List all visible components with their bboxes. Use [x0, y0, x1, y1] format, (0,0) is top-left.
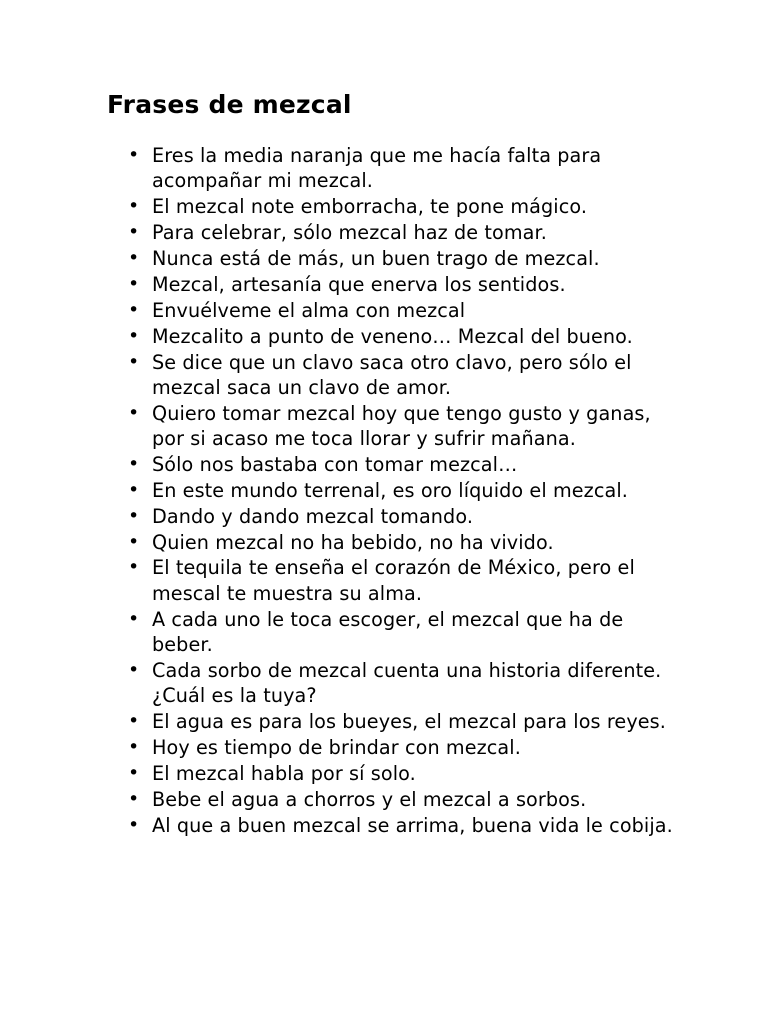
list-item — [0, 220, 768, 245]
list-item-text: El agua es para los bueyes, el mezcal para los reyes. — [152, 710, 666, 734]
list-item-text: Eres la media naranja que me hacía falta para acompañar mi mezcal. — [152, 144, 602, 193]
list-item — [0, 324, 768, 349]
list-item-text: El tequila te enseña el corazón de México, pero el mescal te muestra su alma. — [152, 556, 635, 605]
list-item — [0, 658, 768, 709]
list-item-text: Sólo nos bastaba con tomar mezcal… — [152, 452, 518, 476]
bullet-icon: • — [128, 530, 140, 553]
list-item — [0, 555, 768, 606]
bullet-icon: • — [128, 607, 140, 630]
bullet-icon: • — [128, 195, 140, 218]
list-item — [0, 530, 768, 555]
list-item-text: Cada sorbo de mezcal cuenta una historia diferente. ¿Cuál es la tuya? — [152, 658, 662, 708]
list-item-text: Dando y dando mezcal tomando. — [152, 504, 474, 528]
list-item — [0, 272, 768, 297]
bullet-icon: • — [128, 658, 140, 681]
bullet-icon: • — [128, 735, 140, 758]
page-title: Frases de mezcal — [107, 90, 352, 119]
list-item-text: A cada uno le toca escoger, el mezcal que ha de beber. — [152, 607, 624, 656]
bullet-icon: • — [128, 813, 140, 836]
bullet-icon: • — [128, 787, 140, 810]
list-item-text: Se dice que un clavo saca otro clavo, pero sólo el mezcal saca un clavo de amor. — [152, 350, 632, 399]
list-item-text: Mezcal, artesanía que enerva los sentidos. — [152, 272, 566, 296]
bullet-icon: • — [128, 144, 140, 166]
list-item — [0, 735, 768, 760]
bullet-icon: • — [128, 504, 140, 527]
list-item — [0, 813, 768, 838]
list-item-text: Nunca está de más, un buen trago de mezcal. — [152, 246, 600, 270]
bullet-icon: • — [128, 221, 140, 244]
bullet-icon: • — [128, 298, 140, 321]
list-item-text: Bebe el agua a chorros y el mezcal a sorbos. — [152, 787, 587, 811]
list-item — [0, 478, 768, 503]
list-item-text: Quien mezcal no ha bebido, no ha vivido. — [152, 530, 554, 554]
list-item — [0, 298, 768, 323]
list-item-text: Para celebrar, sólo mezcal haz de tomar. — [152, 221, 547, 245]
list-item-text: El mezcal habla por sí solo. — [152, 761, 416, 785]
bullet-icon: • — [128, 452, 140, 475]
list-item — [0, 787, 768, 812]
list-item-text: En este mundo terrenal, es oro líquido el mezcal. — [152, 478, 628, 502]
list-item — [0, 504, 768, 529]
list-item — [0, 709, 768, 734]
bullet-icon: • — [128, 710, 140, 733]
bullet-icon: • — [128, 272, 140, 295]
list-item — [0, 452, 768, 477]
phrase-list — [0, 143, 768, 838]
list-item — [0, 401, 768, 452]
bullet-icon: • — [128, 350, 140, 373]
list-item-text: Hoy es tiempo de brindar con mezcal. — [152, 735, 521, 759]
bullet-icon: • — [128, 246, 140, 269]
list-item — [0, 607, 768, 658]
list-item-text: Envuélveme el alma con mezcal — [152, 298, 466, 322]
list-item-text: Mezcalito a punto de veneno… Mezcal del bueno. — [152, 324, 633, 348]
bullet-icon: • — [128, 324, 140, 347]
list-item-text: Quiero tomar mezcal hoy que tengo gusto y ganas, por si acaso me toca llorar y sufrir mañana. — [152, 401, 651, 451]
list-item — [0, 143, 768, 194]
list-item — [0, 761, 768, 786]
list-item — [0, 246, 768, 271]
list-item-text: El mezcal note emborracha, te pone mágico. — [152, 195, 588, 219]
bullet-icon: • — [128, 478, 140, 501]
list-item — [0, 350, 768, 401]
bullet-icon: • — [128, 556, 140, 579]
bullet-icon: • — [128, 761, 140, 784]
bullet-icon: • — [128, 401, 140, 424]
list-item-text: Al que a buen mezcal se arrima, buena vida le cobija. — [152, 813, 673, 837]
list-item — [0, 194, 768, 219]
